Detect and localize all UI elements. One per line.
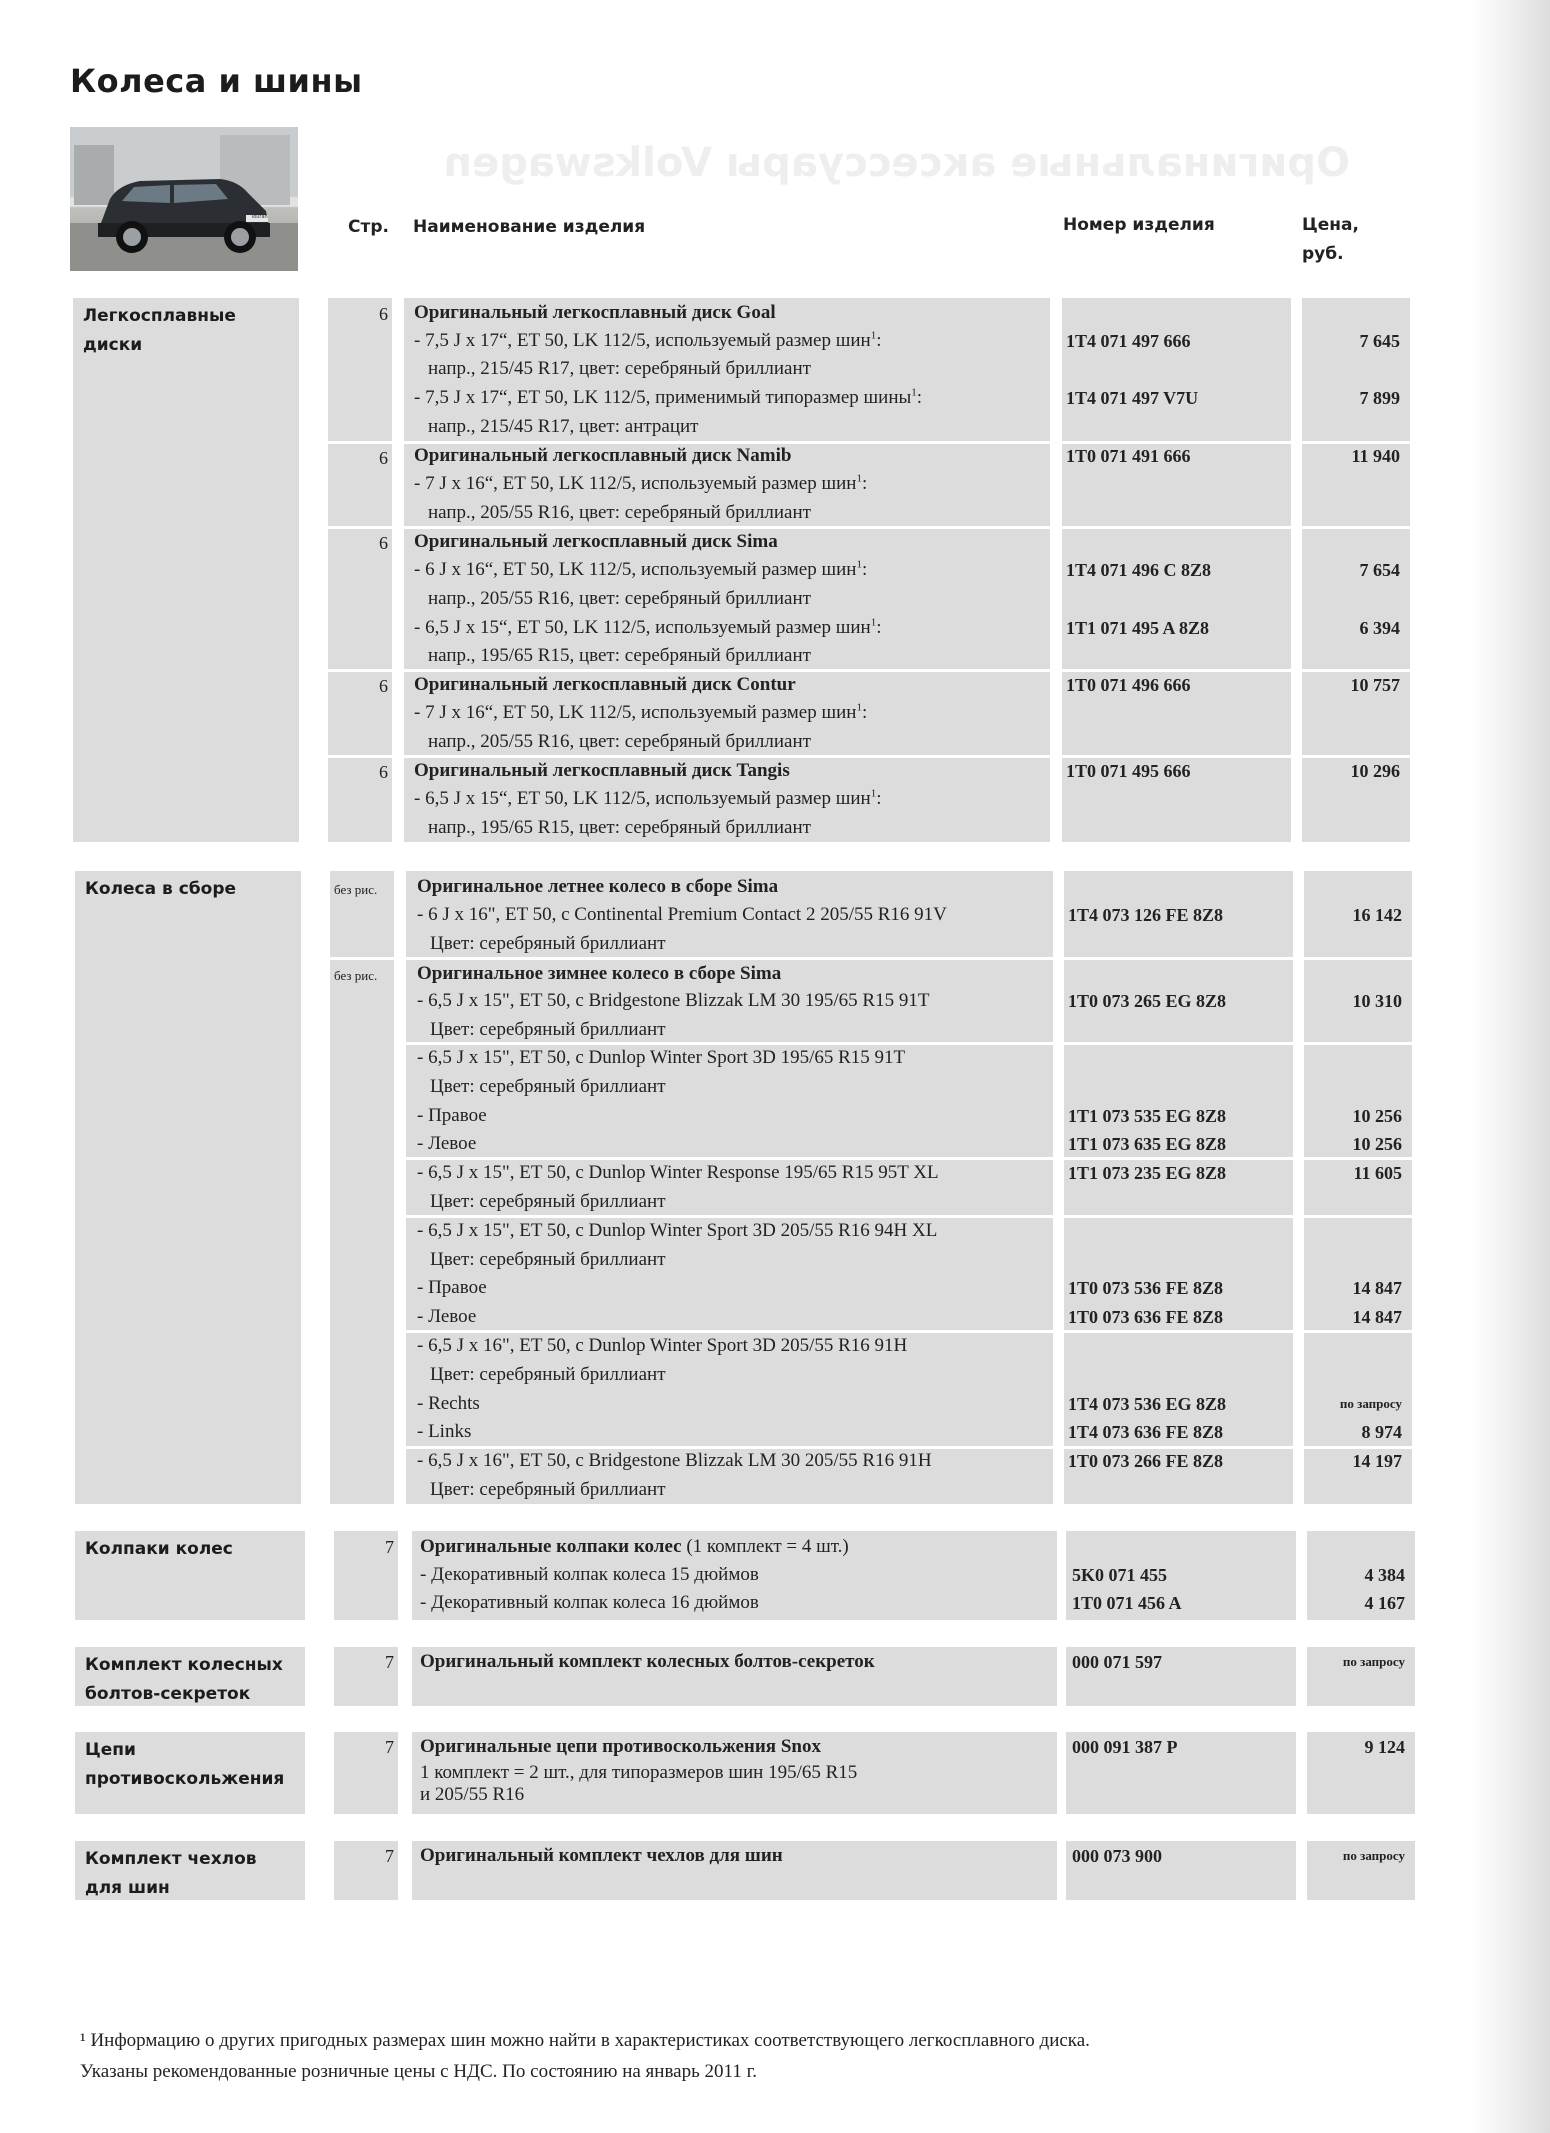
section-label-line: болтов-секреток <box>85 1684 251 1704</box>
row-line: напр., 205/55 R16, цвет: серебряный бриллиант <box>428 502 811 523</box>
part-number: 000 091 387 P <box>1072 1737 1178 1757</box>
part-number: 1T0 071 491 666 <box>1066 446 1191 466</box>
row-title: Оригинальные колпаки колес (1 комплект = 4 шт.) <box>420 1536 849 1557</box>
header-price: Цена, руб. <box>1302 215 1359 264</box>
part-number: 1T1 073 535 EG 8Z8 <box>1068 1106 1227 1126</box>
part-number: 1T0 073 536 FE 8Z8 <box>1068 1278 1224 1298</box>
part-number: 1T4 073 536 EG 8Z8 <box>1068 1394 1227 1414</box>
section-label-line: Комплект колесных <box>85 1655 283 1675</box>
part-number: 1T4 071 497 666 <box>1066 331 1191 351</box>
row-line: напр., 215/45 R17, цвет: антрацит <box>428 416 699 437</box>
section-label-caps: Колпаки колес <box>75 1531 305 1620</box>
part-number: 1T0 073 265 EG 8Z8 <box>1068 991 1227 1011</box>
row-page: без рис. <box>334 968 378 983</box>
row-line: 1 комплект = 2 шт., для типоразмеров шин 195/65 R15 <box>420 1762 858 1783</box>
header-number: Номер изделия <box>1063 215 1215 235</box>
row-title: Оригинальное летнее колесо в сборе Sima <box>417 876 779 897</box>
header-page: Стр. <box>348 217 389 237</box>
price: 11 940 <box>1351 446 1400 466</box>
part-number: 1T0 071 456 A <box>1072 1593 1182 1613</box>
price: 6 394 <box>1359 618 1400 638</box>
row-line: Цвет: серебряный бриллиант <box>430 1364 666 1385</box>
price: 11 605 <box>1353 1163 1402 1183</box>
price: 14 197 <box>1352 1451 1402 1471</box>
row-page: 6 <box>379 304 388 324</box>
row-line: - 7 J x 16“, ET 50, LK 112/5, используемый размер шин$^1$: <box>414 472 868 494</box>
row-page: 7 <box>385 1537 394 1557</box>
row-line: Цвет: серебряный бриллиант <box>430 1191 666 1212</box>
part-number: 1T0 071 495 666 <box>1066 761 1191 781</box>
row-title: Оригинальный легкосплавный диск Goal <box>414 302 776 323</box>
row-line: - 7 J x 16“, ET 50, LK 112/5, используемый размер шин$^1$: <box>414 701 868 723</box>
row-line: - 6,5 J x 15", ET 50, с Dunlop Winter Sport 3D 205/55 R16 94H XL <box>417 1220 938 1241</box>
price: 4 167 <box>1364 1593 1405 1613</box>
part-number: 1T4 073 636 FE 8Z8 <box>1068 1422 1224 1442</box>
page-title: Колеса и шины <box>70 62 363 100</box>
page-edge-shadow <box>1470 0 1550 2133</box>
row-title: Оригинальный легкосплавный диск Contur <box>414 674 796 695</box>
price: 7 654 <box>1359 560 1400 580</box>
part-number: 1T4 071 496 C 8Z8 <box>1066 560 1212 580</box>
price: 10 757 <box>1350 675 1400 695</box>
car-photo <box>70 127 298 271</box>
price: 8 974 <box>1361 1422 1402 1442</box>
section-label-covers <box>75 1841 305 1900</box>
part-number: 000 073 900 <box>1072 1846 1162 1866</box>
price: 10 296 <box>1350 761 1400 781</box>
part-number: 1T0 073 636 FE 8Z8 <box>1068 1307 1224 1327</box>
row-line: - 6,5 J x 15", ET 50, с Bridgestone Blizzak LM 30 195/65 R15 91T <box>417 990 930 1011</box>
footnote-tire-sizes: ¹ Информацию о других пригодных размерах шин можно найти в характеристиках соответствующего легкосплавного диска. <box>80 2030 1090 2051</box>
row-line: - Левое <box>417 1306 477 1327</box>
car-illustration <box>70 127 298 271</box>
row-line: - Декоративный колпак колеса 15 дюймов <box>420 1564 759 1585</box>
row-line: - Правое <box>417 1277 487 1298</box>
row-line: Цвет: серебряный бриллиант <box>430 1076 666 1097</box>
price: по запросу <box>1342 1654 1405 1669</box>
row-line: напр., 205/55 R16, цвет: серебряный бриллиант <box>428 731 811 752</box>
row-line: - 7,5 J x 17“, ET 50, LK 112/5, применимый типоразмер шины$^1$: <box>414 386 923 408</box>
price: 9 124 <box>1364 1737 1405 1757</box>
row-title: Оригинальные цепи противоскольжения Snox <box>420 1736 821 1757</box>
section-label-alloy: Легкосплавные диски <box>73 298 299 842</box>
price: 10 256 <box>1352 1134 1402 1154</box>
row-title: Оригинальный легкосплавный диск Tangis <box>414 760 790 781</box>
row-line: Цвет: серебряный бриллиант <box>430 933 666 954</box>
row-line: - 6,5 J x 15“, ET 50, LK 112/5, используемый размер шин$^1$: <box>414 787 882 809</box>
part-number: 000 071 597 <box>1072 1652 1162 1672</box>
row-line: напр., 215/45 R17, цвет: серебряный бриллиант <box>428 358 811 379</box>
price: 14 847 <box>1352 1307 1402 1327</box>
row-page: 6 <box>379 762 388 782</box>
row-title: Оригинальный комплект колесных болтов-секреток <box>420 1651 875 1672</box>
row-title: Оригинальное зимнее колесо в сборе Sima <box>417 963 782 984</box>
row-title: Оригинальный легкосплавный диск Sima <box>414 531 778 552</box>
row-line: Цвет: серебряный бриллиант <box>430 1019 666 1040</box>
row-page: 6 <box>379 533 388 553</box>
row-line: - 6,5 J x 16", ET 50, с Bridgestone Blizzak LM 30 205/55 R16 91H <box>417 1450 932 1471</box>
row-line: - Links <box>417 1421 472 1442</box>
price: 7 899 <box>1359 388 1400 408</box>
row-line: - Правое <box>417 1105 487 1126</box>
price: по запросу <box>1339 1396 1402 1411</box>
row-line: - 7,5 J x 17“, ET 50, LK 112/5, используемый размер шин$^1$: <box>414 329 882 351</box>
part-number: 1T0 073 266 FE 8Z8 <box>1068 1451 1224 1471</box>
price: по запросу <box>1342 1848 1405 1863</box>
part-number: 1T1 073 235 EG 8Z8 <box>1068 1163 1227 1183</box>
part-number: 5K0 071 455 <box>1072 1565 1168 1585</box>
price: 7 645 <box>1359 331 1400 351</box>
price: 4 384 <box>1364 1565 1405 1585</box>
section-label-chains <box>75 1732 305 1814</box>
section-label-line: Цепи <box>85 1740 136 1760</box>
section-label-line: для шин <box>85 1878 170 1898</box>
part-number: 1T0 071 496 666 <box>1066 675 1191 695</box>
bleed-through-heading: Оригинальные аксессуары Volkswagen <box>443 140 1350 186</box>
row-line: - Левое <box>417 1133 477 1154</box>
row-line: - 6,5 J x 15", ET 50, с Dunlop Winter Response 195/65 R15 95T XL <box>417 1162 939 1183</box>
row-line: напр., 205/55 R16, цвет: серебряный бриллиант <box>428 588 811 609</box>
row-page: без рис. <box>334 882 378 897</box>
row-page: 7 <box>385 1737 394 1757</box>
row-line: напр., 195/65 R15, цвет: серебряный бриллиант <box>428 817 811 838</box>
part-number: 1T4 071 497 V7U <box>1066 388 1199 408</box>
section-label-line: противоскольжения <box>85 1769 285 1789</box>
price: 14 847 <box>1352 1278 1402 1298</box>
row-title: Оригинальный комплект чехлов для шин <box>420 1845 783 1866</box>
row-line: - Декоративный колпак колеса 16 дюймов <box>420 1592 759 1613</box>
row-line: - 6 J x 16", ET 50, с Continental Premium Contact 2 205/55 R16 91V <box>417 904 947 925</box>
photo-badge: Touran <box>251 214 268 220</box>
row-line: - 6,5 J x 15“, ET 50, LK 112/5, используемый размер шин$^1$: <box>414 616 882 638</box>
part-number: 1T4 073 126 FE 8Z8 <box>1068 905 1224 925</box>
row-page: 7 <box>385 1652 394 1672</box>
price: 10 256 <box>1352 1106 1402 1126</box>
header-name: Наименование изделия <box>413 217 646 237</box>
price: 16 142 <box>1352 905 1402 925</box>
row-line: - 6,5 J x 15", ET 50, с Dunlop Winter Sport 3D 195/65 R15 91T <box>417 1047 906 1068</box>
row-line: и 205/55 R16 <box>420 1784 525 1805</box>
section-label-wheels: Колеса в сборе <box>75 871 301 1504</box>
row-line: Цвет: серебряный бриллиант <box>430 1249 666 1270</box>
part-number: 1T1 071 495 A 8Z8 <box>1066 618 1210 638</box>
row-line: Цвет: серебряный бриллиант <box>430 1479 666 1500</box>
part-number: 1T1 073 635 EG 8Z8 <box>1068 1134 1227 1154</box>
row-page: 6 <box>379 448 388 468</box>
price: 10 310 <box>1352 991 1402 1011</box>
row-line: - Rechts <box>417 1393 480 1414</box>
row-page: 6 <box>379 676 388 696</box>
row-line: - 6,5 J x 16", ET 50, с Dunlop Winter Sport 3D 205/55 R16 91H <box>417 1335 908 1356</box>
section-label-line: Комплект чехлов <box>85 1849 257 1869</box>
section-label-bolts <box>75 1647 305 1706</box>
footnote-prices: Указаны рекомендованные розничные цены с НДС. По состоянию на январь 2011 г. <box>80 2061 757 2082</box>
row-page: 7 <box>385 1846 394 1866</box>
row-line: напр., 195/65 R15, цвет: серебряный бриллиант <box>428 645 811 666</box>
row-title: Оригинальный легкосплавный диск Namib <box>414 445 792 466</box>
row-line: - 6 J x 16“, ET 50, LK 112/5, используемый размер шин$^1$: <box>414 558 868 580</box>
